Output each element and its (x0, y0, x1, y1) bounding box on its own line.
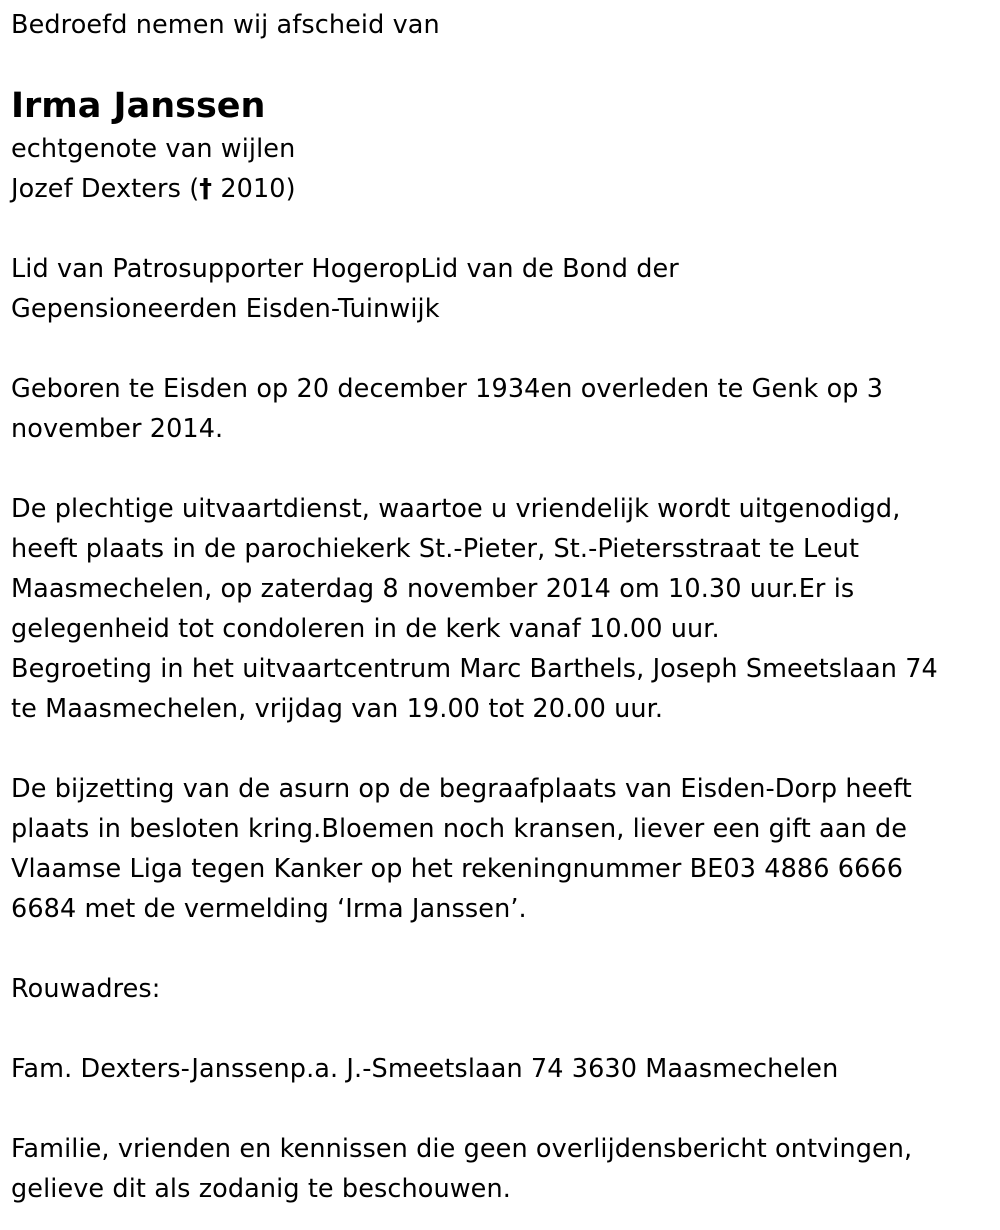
service-line: Begroeting in het uitvaartcentrum Marc Barthels, Joseph Smeetslaan 74 (11, 654, 938, 684)
mourning-address: Fam. Dexters-Janssenp.a. J.-Smeetslaan 74 3630 Maasmechelen (11, 1054, 839, 1084)
obituary-notice (11, 0, 991, 1209)
deceased-name: Irma Janssen (11, 86, 266, 126)
service-line: Maasmechelen, op zaterdag 8 november 2014 om 10.30 uur.Er is (11, 574, 855, 604)
birth-death-line: november 2014. (11, 414, 224, 444)
spouse-death-year: 2010) (212, 174, 296, 204)
address-label: Rouwadres: (11, 974, 161, 1004)
burial-line: De bijzetting van de asurn op de begraafplaats van Eisden-Dorp heeft (11, 774, 912, 804)
membership-line: Gepensioneerden Eisden-Tuinwijk (11, 294, 440, 324)
burial-line: plaats in besloten kring.Bloemen noch kransen, liever een gift aan de (11, 814, 908, 844)
intro-text: Bedroefd nemen wij afscheid van (11, 10, 440, 40)
service-line: De plechtige uitvaartdienst, waartoe u vriendelijk wordt uitgenodigd, (11, 494, 901, 524)
spouse-name: Jozef Dexters ( (11, 174, 200, 204)
cross-icon: † (199, 174, 213, 204)
spouse-name-line (11, 169, 991, 209)
service-line: gelegenheid tot condoleren in de kerk vanaf 10.00 uur. (11, 614, 720, 644)
closing-line: gelieve dit als zodanig te beschouwen. (11, 1174, 511, 1204)
burial-line: 6684 met de vermelding ‘Irma Janssen’. (11, 894, 527, 924)
closing-line: Familie, vrienden en kennissen die geen overlijdensbericht ontvingen, (11, 1134, 913, 1164)
service-line: heeft plaats in de parochiekerk St.-Pieter, St.-Pietersstraat te Leut (11, 534, 860, 564)
spouse-relation: echtgenote van wijlen (11, 134, 296, 164)
burial-line: Vlaamse Liga tegen Kanker op het rekeningnummer BE03 4886 6666 (11, 854, 904, 884)
membership-line: Lid van Patrosupporter HogeropLid van de Bond der (11, 254, 679, 284)
service-line: te Maasmechelen, vrijdag van 19.00 tot 20.00 uur. (11, 694, 664, 724)
birth-death-line: Geboren te Eisden op 20 december 1934en overleden te Genk op 3 (11, 374, 884, 404)
